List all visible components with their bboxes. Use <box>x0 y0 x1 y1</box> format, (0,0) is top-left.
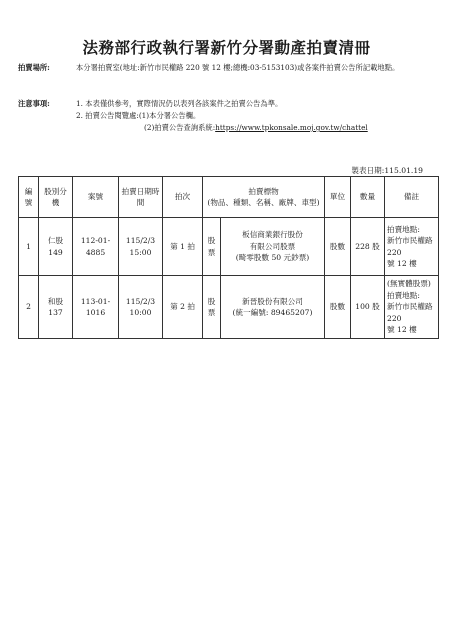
notice-line-3 <box>144 122 368 134</box>
table-row <box>19 276 439 339</box>
header-note: 備註 <box>385 177 439 218</box>
notice-line-1: 1. 本表僅供參考，實際情況仍以表列各該案件之拍賣公告為準。 <box>76 99 283 108</box>
cell-case: 113-01- 1016 <box>73 276 119 339</box>
table-row <box>19 218 439 276</box>
cell-no: 1 <box>19 218 39 276</box>
document-title: 法務部行政執行署新竹分署動產拍賣清冊 <box>82 39 371 57</box>
auction-place-text: 本分署拍賣室(地址:新竹市民權路 220 號 12 樓;總機:03-5153103)或各案件拍賣公告所記載地點。 <box>76 63 400 72</box>
cell-qty: 100 股 <box>351 276 385 339</box>
made-date: 製表日期:115.01.19 <box>351 166 423 175</box>
cell-round: 第 2 拍 <box>163 276 203 339</box>
cell-date: 115/2/3 10:00 <box>119 276 163 339</box>
cell-branch: 仁股 149 <box>39 218 73 276</box>
header-date: 拍賣日期時間 <box>119 177 163 218</box>
header-round: 拍次 <box>163 177 203 218</box>
header-qty: 數量 <box>351 177 385 218</box>
notice-label: 注意事項: <box>18 99 50 108</box>
header-no: 編號 <box>19 177 39 218</box>
header-item: 拍賣標物 (物品、種類、名稱、廠牌、車型) <box>203 177 325 218</box>
cell-round: 第 1 拍 <box>163 218 203 276</box>
header-unit: 單位 <box>325 177 351 218</box>
cell-type: 股票 <box>203 218 221 276</box>
cell-note: (無實體股票) 拍賣地點: 新竹市民權路 220 號 12 樓 <box>385 276 439 339</box>
table-header-row <box>19 177 439 218</box>
cell-branch: 和股 137 <box>39 276 73 339</box>
cell-unit: 股數 <box>325 218 351 276</box>
header-branch: 股別分機 <box>39 177 73 218</box>
cell-note: 拍賣地點: 新竹市民權路 220 號 12 樓 <box>385 218 439 276</box>
cell-case: 112-01- 4885 <box>73 218 119 276</box>
cell-no: 2 <box>19 276 39 339</box>
cell-qty: 228 股 <box>351 218 385 276</box>
cell-item: 板信商業銀行股份 有限公司股票 (畸零股數 50 元鈔票) <box>221 218 325 276</box>
cell-item: 新晉股份有限公司 (統一編號: 89465207) <box>221 276 325 339</box>
cell-date: 115/2/3 15:00 <box>119 218 163 276</box>
header-case: 案號 <box>73 177 119 218</box>
notice-line-2: 2. 拍賣公告閱覽處:(1)本分署公告欄。 <box>76 111 201 120</box>
cell-unit: 股數 <box>325 276 351 339</box>
auction-place-label: 拍賣場所: <box>18 63 50 72</box>
cell-type: 股票 <box>203 276 221 339</box>
notice-line-3-prefix: (2)拍賣公告查詢系統: <box>144 123 216 132</box>
auction-search-link[interactable]: https://www.tpkonsale.moj.gov.tw/chattel <box>215 123 368 132</box>
auction-table <box>18 176 439 339</box>
